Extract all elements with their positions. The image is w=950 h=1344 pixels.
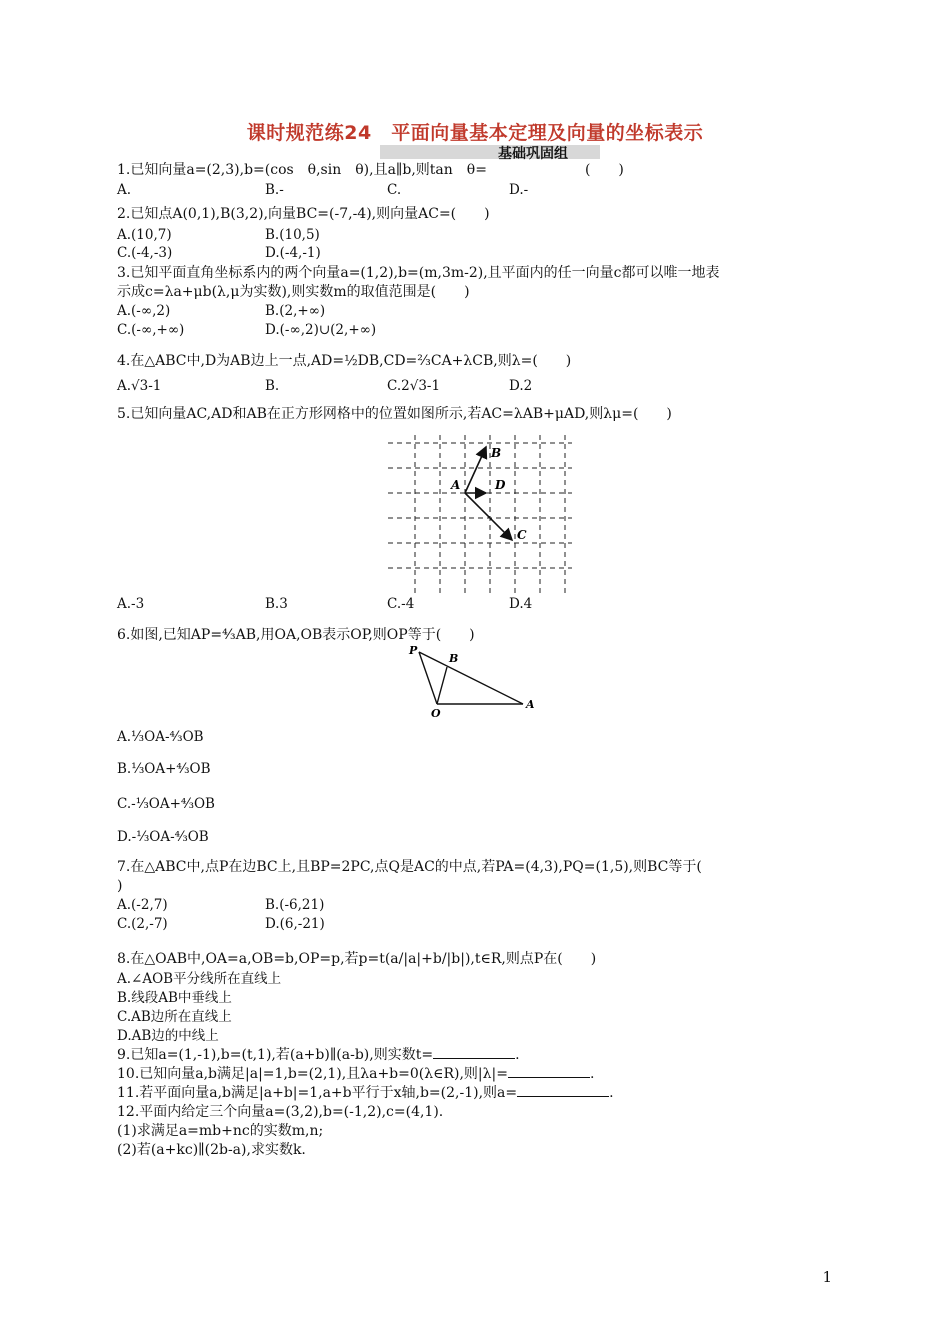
question-7-stem-line1: 7.在△ABC中,点P在边BC上,且BP=2PC,点Q是AC的中点,若PA=(4,3),PQ=(1,5),则BC等于(	[117, 859, 702, 875]
q4-option-b: B.	[265, 378, 280, 394]
q7-option-c: C.(2,-7)	[117, 916, 168, 932]
q6-option-a: A.⅓OA-⁴⁄₃OB	[117, 729, 204, 745]
question-9-stem: 9.已知a=(1,-1),b=(t,1),若(a+b)∥(a-b),则实数t= .	[117, 1047, 520, 1063]
q4-option-d: D.2	[509, 378, 533, 394]
q6-option-d: D.-⅓OA-⁴⁄₃OB	[117, 829, 209, 845]
question-1-stem: 1.已知向量a=(2,3),b=(cos θ,sin θ),且a∥b,则tan θ= ( )	[117, 162, 624, 178]
question-3-stem-line2: 示成c=λa+μb(λ,μ为实数),则实数m的取值范围是( )	[117, 284, 470, 300]
q5-option-a: A.-3	[117, 596, 145, 612]
q8-option-c: C.AB边所在直线上	[117, 1009, 232, 1025]
question-2-stem: 2.已知点A(0,1),B(3,2),向量BC=(-7,-4),则向量AC=( )	[117, 206, 490, 222]
vector-ab-arrow	[465, 447, 486, 493]
q6-option-c: C.-⅓OA+⁴⁄₃OB	[117, 796, 215, 812]
point-o-label: O	[431, 707, 441, 720]
question-12-stem: 12.平面内给定三个向量a=(3,2),b=(-1,2),c=(4,1).	[117, 1104, 444, 1120]
point-d-label: D	[495, 478, 506, 492]
q10-answer-blank[interactable]	[508, 1065, 590, 1078]
q5-option-c: C.-4	[387, 596, 415, 612]
question-11-stem: 11.若平面向量a,b满足|a+b|=1,a+b平行于x轴,b=(2,-1),则a= .	[117, 1085, 614, 1101]
q3-option-a: A.(-∞,2)	[117, 303, 171, 319]
q2-option-b: B.(10,5)	[265, 227, 320, 243]
q2-option-c: C.(-4,-3)	[117, 245, 173, 261]
question-10-text: 10.已知向量a,b满足|a|=1,b=(2,1),且λa+b=0(λ∈R),则|λ|=	[117, 1066, 508, 1082]
point-b-label-q6: B	[449, 652, 459, 665]
question-5-stem: 5.已知向量AC,AD和AB在正方形网格中的位置如图所示,若AC=λAB+μAD,则λμ=( )	[117, 406, 672, 422]
section-subtitle: 基础巩固组	[498, 146, 568, 162]
question-12-part2: (2)若(a+kc)∥(2b-a),求实数k.	[117, 1142, 306, 1158]
point-a-label-q6: A	[526, 698, 535, 711]
vector-ac-arrow	[465, 493, 512, 540]
q7-option-b: B.(-6,21)	[265, 897, 325, 913]
q7-option-d: D.(6,-21)	[265, 916, 325, 932]
question-6-stem: 6.如图,已知AP=⁴⁄₃AB,用OA,OB表示OP,则OP等于( )	[117, 627, 475, 643]
segment-ob	[437, 667, 447, 704]
q2-option-a: A.(10,7)	[117, 227, 172, 243]
q1-option-b: B.-	[265, 182, 284, 198]
page-number: 1	[822, 1268, 832, 1286]
question-7-stem-line2: )	[117, 878, 123, 894]
q5-option-b: B.3	[265, 596, 288, 612]
q5-grid-figure	[385, 433, 575, 598]
q7-option-a: A.(-2,7)	[117, 897, 168, 913]
point-p-label: P	[409, 644, 418, 657]
q4-option-a: A.√3-1	[117, 378, 162, 394]
q3-option-b: B.(2,+∞)	[265, 303, 326, 319]
q8-option-b: B.线段AB中垂线上	[117, 990, 232, 1006]
q11-answer-blank[interactable]	[517, 1084, 609, 1097]
q8-option-a: A.∠AOB平分线所在直线上	[117, 971, 282, 987]
question-12-part1: (1)求满足a=mb+nc的实数m,n;	[117, 1123, 324, 1139]
question-4-stem: 4.在△ABC中,D为AB边上一点,AD=½DB,CD=⅔CA+λCB,则λ=( )	[117, 353, 572, 369]
q8-option-d: D.AB边的中线上	[117, 1028, 219, 1044]
point-c-label: C	[517, 528, 527, 542]
q6-option-b: B.⅓OA+⁴⁄₃OB	[117, 761, 211, 777]
page-title: 课时规范练24 平面向量基本定理及向量的坐标表示	[246, 122, 704, 144]
q4-option-c: C.2√3-1	[387, 378, 441, 394]
q2-option-d: D.(-4,-1)	[265, 245, 321, 261]
q5-option-d: D.4	[509, 596, 533, 612]
point-b-label: B	[491, 446, 502, 460]
question-8-stem: 8.在△OAB中,OA=a,OB=b,OP=p,若p=t(a/|a|+b/|b|),t∈R,则点P在( )	[117, 951, 597, 967]
point-a-label: A	[451, 478, 461, 492]
question-3-stem-line1: 3.已知平面直角坐标系内的两个向量a=(1,2),b=(m,3m-2),且平面内的任一向量c都可以唯一地表	[117, 265, 720, 281]
q3-option-c: C.(-∞,+∞)	[117, 322, 185, 338]
q1-option-d: D.-	[509, 182, 529, 198]
q3-option-d: D.(-∞,2)∪(2,+∞)	[265, 322, 377, 338]
q6-triangle-figure	[405, 642, 545, 720]
q1-option-c: C.	[387, 182, 402, 198]
question-10-stem: 10.已知向量a,b满足|a|=1,b=(2,1),且λa+b=0(λ∈R),则|λ|= .	[117, 1066, 595, 1082]
q1-option-a: A.	[117, 182, 132, 198]
q9-answer-blank[interactable]	[433, 1046, 515, 1059]
question-9-text: 9.已知a=(1,-1),b=(t,1),若(a+b)∥(a-b),则实数t=	[117, 1047, 434, 1063]
question-11-text: 11.若平面向量a,b满足|a+b|=1,a+b平行于x轴,b=(2,-1),则a=	[117, 1085, 518, 1101]
